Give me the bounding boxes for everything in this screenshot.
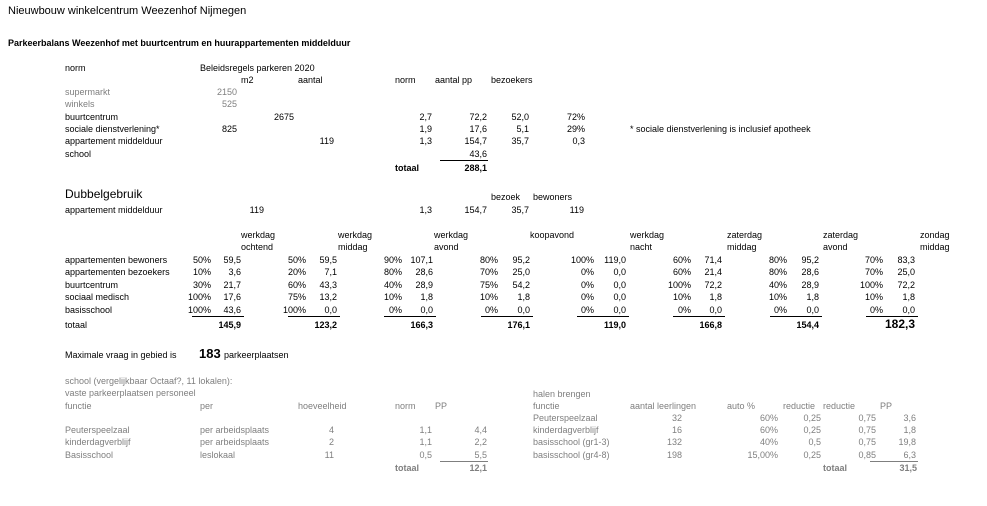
period-cell-pct: 75% — [479, 280, 498, 290]
halen-row-functie: kinderdagverblijf — [533, 425, 599, 435]
dubbel-col-bewoners: bewoners — [533, 192, 573, 202]
period-header-line2: nacht — [630, 242, 653, 252]
period-cell-value: 0,0 — [613, 280, 626, 290]
max-prefix: Maximale vraag in gebied is — [65, 350, 177, 360]
divider — [440, 461, 488, 462]
period-cell-value: 21,4 — [704, 267, 722, 277]
school-col-pp: PP — [435, 401, 448, 411]
school-col-per: per — [200, 401, 214, 411]
period-total-value: 154,4 — [796, 320, 819, 330]
divider — [577, 316, 629, 317]
halen-col-pp: PP — [880, 401, 893, 411]
period-header-line1: zaterdag — [823, 230, 859, 240]
halen-row-red1: 0,5 — [808, 437, 821, 447]
period-row-name: appartementen bewoners — [65, 255, 168, 265]
period-cell-pct: 70% — [479, 267, 498, 277]
school-row-functie: Peuterspeelzaal — [65, 425, 130, 435]
dubbel-col-bezoek: bezoek — [491, 192, 521, 202]
norm-row-pp: 154,7 — [464, 136, 487, 146]
school-row-functie: Basisschool — [65, 450, 114, 460]
period-cell-pct: 40% — [383, 280, 402, 290]
dubbel-row-bewoners: 119 — [569, 205, 584, 215]
period-cell-value: 72,2 — [897, 280, 915, 290]
period-cell-value: 43,3 — [319, 280, 337, 290]
period-cell-value: 1,8 — [902, 292, 915, 302]
norm-row-name: school — [65, 149, 92, 159]
dubbel-row-bezoek: 35,7 — [511, 205, 529, 215]
halen-col-functie: functie — [533, 401, 560, 411]
col-m2: m2 — [241, 75, 254, 85]
period-cell-pct: 0% — [580, 292, 594, 302]
col-bezoekers: bezoekers — [491, 75, 533, 85]
norm-totaal-label: totaal — [395, 163, 420, 173]
col-pp: aantal pp — [435, 75, 473, 85]
divider — [673, 316, 725, 317]
halen-row-red2: 0,75 — [858, 413, 876, 423]
halen-row-leerlingen: 198 — [666, 450, 682, 460]
school-row-per: per arbeidsplaats — [200, 425, 270, 435]
period-cell-pct: 80% — [768, 255, 787, 265]
school-row-norm: 0,5 — [419, 450, 432, 460]
page-title: Nieuwbouw winkelcentrum Weezenhof Nijmegen — [8, 5, 247, 17]
norm-row-norm: 2,7 — [419, 112, 432, 122]
divider — [481, 316, 533, 317]
halen-row-pp: 19,8 — [898, 437, 916, 447]
halen-row-functie: basisschool (gr1-3) — [533, 437, 610, 447]
period-header-line2: avond — [434, 242, 459, 252]
period-cell-value: 0,0 — [613, 267, 626, 277]
halen-col-red1: reductie — [783, 401, 816, 411]
dubbel-row-pp: 154,7 — [464, 205, 487, 215]
period-header-line2: middag — [727, 242, 757, 252]
norm-row-pp: 17,6 — [469, 124, 487, 134]
page-subtitle: Parkeerbalans Weezenhof met buurtcentrum en huurappartementen middelduur — [8, 38, 351, 48]
halen-row-auto: 15,00% — [747, 450, 778, 460]
period-cell-pct: 0% — [869, 305, 883, 315]
school-line1: school (vergelijkbaar Octaaf?, 11 lokalen): — [65, 376, 233, 386]
period-header-line2: avond — [823, 242, 848, 252]
period-cell-pct: 10% — [768, 292, 787, 302]
norm-row-name: appartement middelduur — [65, 136, 163, 146]
norm-row-aantal: 2675 — [273, 112, 294, 122]
period-cell-value: 7,1 — [324, 267, 337, 277]
period-total-value: 182,3 — [884, 317, 915, 331]
period-cell-pct: 70% — [864, 267, 883, 277]
period-header-line1: koopavond — [530, 230, 575, 240]
policy-label: Beleidsregels parkeren 2020 — [200, 63, 315, 73]
period-cell-pct: 0% — [580, 267, 594, 277]
halen-row-red2: 0,75 — [858, 425, 876, 435]
period-cell-pct: 50% — [192, 255, 211, 265]
period-cell-value: 0,0 — [709, 305, 722, 315]
period-cell-value: 119,0 — [604, 255, 626, 265]
period-cell-pct: 30% — [192, 280, 211, 290]
period-cell-pct: 0% — [388, 305, 402, 315]
norm-row-pct: 29% — [566, 124, 585, 134]
period-cell-value: 59,5 — [223, 255, 241, 265]
halen-row-functie: Peuterspeelzaal — [533, 413, 598, 423]
max-value: 183 — [199, 346, 221, 361]
period-cell-value: 107,1 — [410, 255, 433, 265]
school-col-functie: functie — [65, 401, 92, 411]
period-total-value: 176,1 — [507, 320, 530, 330]
school-row-pp: 2,2 — [474, 437, 487, 447]
period-cell-pct: 100% — [859, 280, 883, 290]
period-cell-value: 28,9 — [801, 280, 819, 290]
halen-row-auto: 60% — [759, 413, 778, 423]
period-cell-value: 72,2 — [704, 280, 722, 290]
norm-row-pct: 0,3 — [572, 136, 585, 146]
halen-row-red1: 0,25 — [803, 413, 821, 423]
period-cell-pct: 80% — [383, 267, 402, 277]
period-cell-value: 1,8 — [517, 292, 530, 302]
max-suffix: parkeerplaatsen — [224, 350, 289, 360]
col-norm: norm — [395, 75, 416, 85]
period-header-line1: zaterdag — [727, 230, 763, 240]
norm-row-m2: 2150 — [216, 87, 237, 97]
period-cell-value: 59,5 — [319, 255, 337, 265]
divider — [440, 160, 488, 161]
period-cell-pct: 0% — [580, 305, 594, 315]
period-header-line2: middag — [338, 242, 368, 252]
halen-col-auto: auto % — [727, 401, 756, 411]
divider — [870, 461, 918, 462]
period-row-name: sociaal medisch — [65, 292, 130, 302]
halen-row-red2: 0,85 — [858, 450, 876, 460]
period-cell-pct: 20% — [287, 267, 306, 277]
period-cell-value: 0,0 — [902, 305, 915, 315]
halen-row-red2: 0,75 — [858, 437, 876, 447]
halen-row-functie: basisschool (gr4-8) — [533, 450, 610, 460]
period-cell-pct: 100% — [570, 255, 594, 265]
period-cell-value: 0,0 — [613, 292, 626, 302]
period-cell-pct: 0% — [773, 305, 787, 315]
period-header-line2: ochtend — [241, 242, 274, 252]
school-line2: vaste parkeerplaatsen personeel — [65, 388, 196, 398]
period-cell-pct: 100% — [187, 305, 211, 315]
period-cell-value: 28,6 — [415, 267, 433, 277]
school-row-hoeveelheid: 4 — [328, 425, 334, 435]
norm-label: norm — [65, 63, 86, 73]
period-cell-pct: 10% — [864, 292, 883, 302]
period-header-line2: middag — [920, 242, 950, 252]
school-col-norm: norm — [395, 401, 416, 411]
period-cell-value: 0,0 — [517, 305, 530, 315]
period-cell-pct: 100% — [667, 280, 691, 290]
divider — [192, 316, 244, 317]
norm-row-m2: 825 — [221, 124, 237, 134]
period-cell-value: 25,0 — [512, 267, 530, 277]
period-row-name: basisschool — [65, 305, 113, 315]
period-cell-pct: 80% — [768, 267, 787, 277]
school-row-hoeveelheid: 11 — [324, 450, 334, 460]
period-cell-value: 54,2 — [512, 280, 530, 290]
divider — [770, 316, 822, 317]
norm-row-name: winkels — [65, 99, 95, 109]
footnote: * sociale dienstverlening is inclusief apotheek — [630, 124, 811, 134]
norm-row-pp: 43,6 — [469, 149, 487, 159]
period-cell-pct: 10% — [479, 292, 498, 302]
school-row-norm: 1,1 — [419, 425, 432, 435]
period-cell-pct: 100% — [187, 292, 211, 302]
norm-row-name: buurtcentrum — [65, 112, 119, 122]
period-cell-value: 71,4 — [704, 255, 722, 265]
period-cell-value: 1,8 — [709, 292, 722, 302]
period-cell-value: 17,6 — [223, 292, 241, 302]
period-cell-value: 1,8 — [420, 292, 433, 302]
period-header-line1: werkdag — [630, 230, 665, 240]
dubbel-heading: Dubbelgebruik — [65, 187, 143, 201]
period-cell-value: 0,0 — [420, 305, 433, 315]
period-cell-value: 0,0 — [613, 305, 626, 315]
period-cell-value: 25,0 — [897, 267, 915, 277]
halen-totaal-value: 31,5 — [899, 463, 917, 473]
period-cell-value: 95,2 — [801, 255, 819, 265]
period-cell-value: 13,2 — [319, 292, 337, 302]
school-totaal-label: totaal — [395, 463, 420, 473]
norm-row-m2: 525 — [221, 99, 237, 109]
period-cell-value: 3,6 — [228, 267, 241, 277]
period-cell-pct: 80% — [479, 255, 498, 265]
period-cell-pct: 50% — [287, 255, 306, 265]
period-cell-value: 0,0 — [324, 305, 337, 315]
period-cell-value: 1,8 — [806, 292, 819, 302]
period-total-value: 145,9 — [218, 320, 241, 330]
period-cell-pct: 0% — [677, 305, 691, 315]
school-row-per: per arbeidsplaats — [200, 437, 270, 447]
period-cell-pct: 60% — [672, 255, 691, 265]
halen-row-pp: 6,3 — [903, 450, 916, 460]
halen-totaal-label: totaal — [823, 463, 848, 473]
norm-row-bez: 35,7 — [511, 136, 529, 146]
period-cell-value: 0,0 — [806, 305, 819, 315]
halen-row-pp: 3,6 — [903, 413, 916, 423]
norm-row-pp: 72,2 — [469, 112, 487, 122]
school-row-pp: 5,5 — [474, 450, 487, 460]
school-col-hoeveelheid: hoeveelheid — [298, 401, 347, 411]
halen-line1: halen brengen — [533, 389, 591, 399]
norm-row-norm: 1,9 — [419, 124, 432, 134]
period-cell-pct: 0% — [580, 280, 594, 290]
halen-row-leerlingen: 32 — [671, 413, 682, 423]
period-total-value: 123,2 — [314, 320, 337, 330]
halen-row-leerlingen: 132 — [666, 437, 682, 447]
halen-row-pp: 1,8 — [903, 425, 916, 435]
period-cell-value: 28,6 — [801, 267, 819, 277]
period-total-value: 166,8 — [699, 320, 722, 330]
period-header-line1: werkdag — [338, 230, 373, 240]
school-row-pp: 4,4 — [474, 425, 487, 435]
period-header-line1: werkdag — [241, 230, 276, 240]
school-row-per: leslokaal — [200, 450, 236, 460]
period-header-line1: zondag — [920, 230, 950, 240]
norm-row-norm: 1,3 — [419, 136, 432, 146]
school-row-norm: 1,1 — [419, 437, 432, 447]
dubbel-row-aantal: 119 — [249, 205, 264, 215]
divider — [384, 316, 436, 317]
dubbel-row-name: appartement middelduur — [65, 205, 163, 215]
period-cell-pct: 75% — [287, 292, 306, 302]
period-cell-pct: 100% — [282, 305, 306, 315]
period-cell-pct: 60% — [672, 267, 691, 277]
norm-row-bez: 52,0 — [511, 112, 529, 122]
period-cell-pct: 40% — [768, 280, 787, 290]
period-cell-pct: 0% — [484, 305, 498, 315]
norm-row-bez: 5,1 — [516, 124, 529, 134]
school-row-hoeveelheid: 2 — [328, 437, 334, 447]
period-row-name: appartementen bezoekers — [65, 267, 170, 277]
norm-totaal-value: 288,1 — [464, 163, 487, 173]
period-cell-pct: 10% — [192, 267, 211, 277]
period-header-line1: werkdag — [434, 230, 469, 240]
divider — [288, 316, 340, 317]
halen-col-red2: reductie — [823, 401, 856, 411]
period-totaal-label: totaal — [65, 320, 88, 330]
period-cell-value: 43,6 — [223, 305, 241, 315]
period-cell-value: 95,2 — [512, 255, 530, 265]
period-cell-pct: 60% — [287, 280, 306, 290]
norm-row-name: supermarkt — [65, 87, 111, 97]
col-aantal: aantal — [298, 75, 323, 85]
halen-row-red1: 0,25 — [803, 425, 821, 435]
period-total-value: 166,3 — [410, 320, 433, 330]
period-cell-pct: 10% — [383, 292, 402, 302]
norm-row-pct: 72% — [566, 112, 585, 122]
period-cell-value: 83,3 — [897, 255, 915, 265]
norm-row-name: sociale dienstverlening* — [65, 124, 160, 134]
period-cell-value: 28,9 — [415, 280, 433, 290]
period-row-name: buurtcentrum — [65, 280, 119, 290]
school-row-functie: kinderdagverblijf — [65, 437, 131, 447]
halen-row-leerlingen: 16 — [671, 425, 682, 435]
period-cell-pct: 90% — [383, 255, 402, 265]
halen-col-leerlingen: aantal leerlingen — [630, 401, 697, 411]
school-totaal-value: 12,1 — [469, 463, 487, 473]
period-cell-value: 21,7 — [223, 280, 241, 290]
period-total-value: 119,0 — [603, 320, 626, 330]
halen-row-auto: 40% — [759, 437, 778, 447]
period-cell-pct: 10% — [672, 292, 691, 302]
period-cell-pct: 70% — [864, 255, 883, 265]
halen-row-red1: 0,25 — [803, 450, 821, 460]
dubbel-row-norm: 1,3 — [419, 205, 432, 215]
halen-row-auto: 60% — [759, 425, 778, 435]
norm-row-aantal: 119 — [319, 136, 334, 146]
